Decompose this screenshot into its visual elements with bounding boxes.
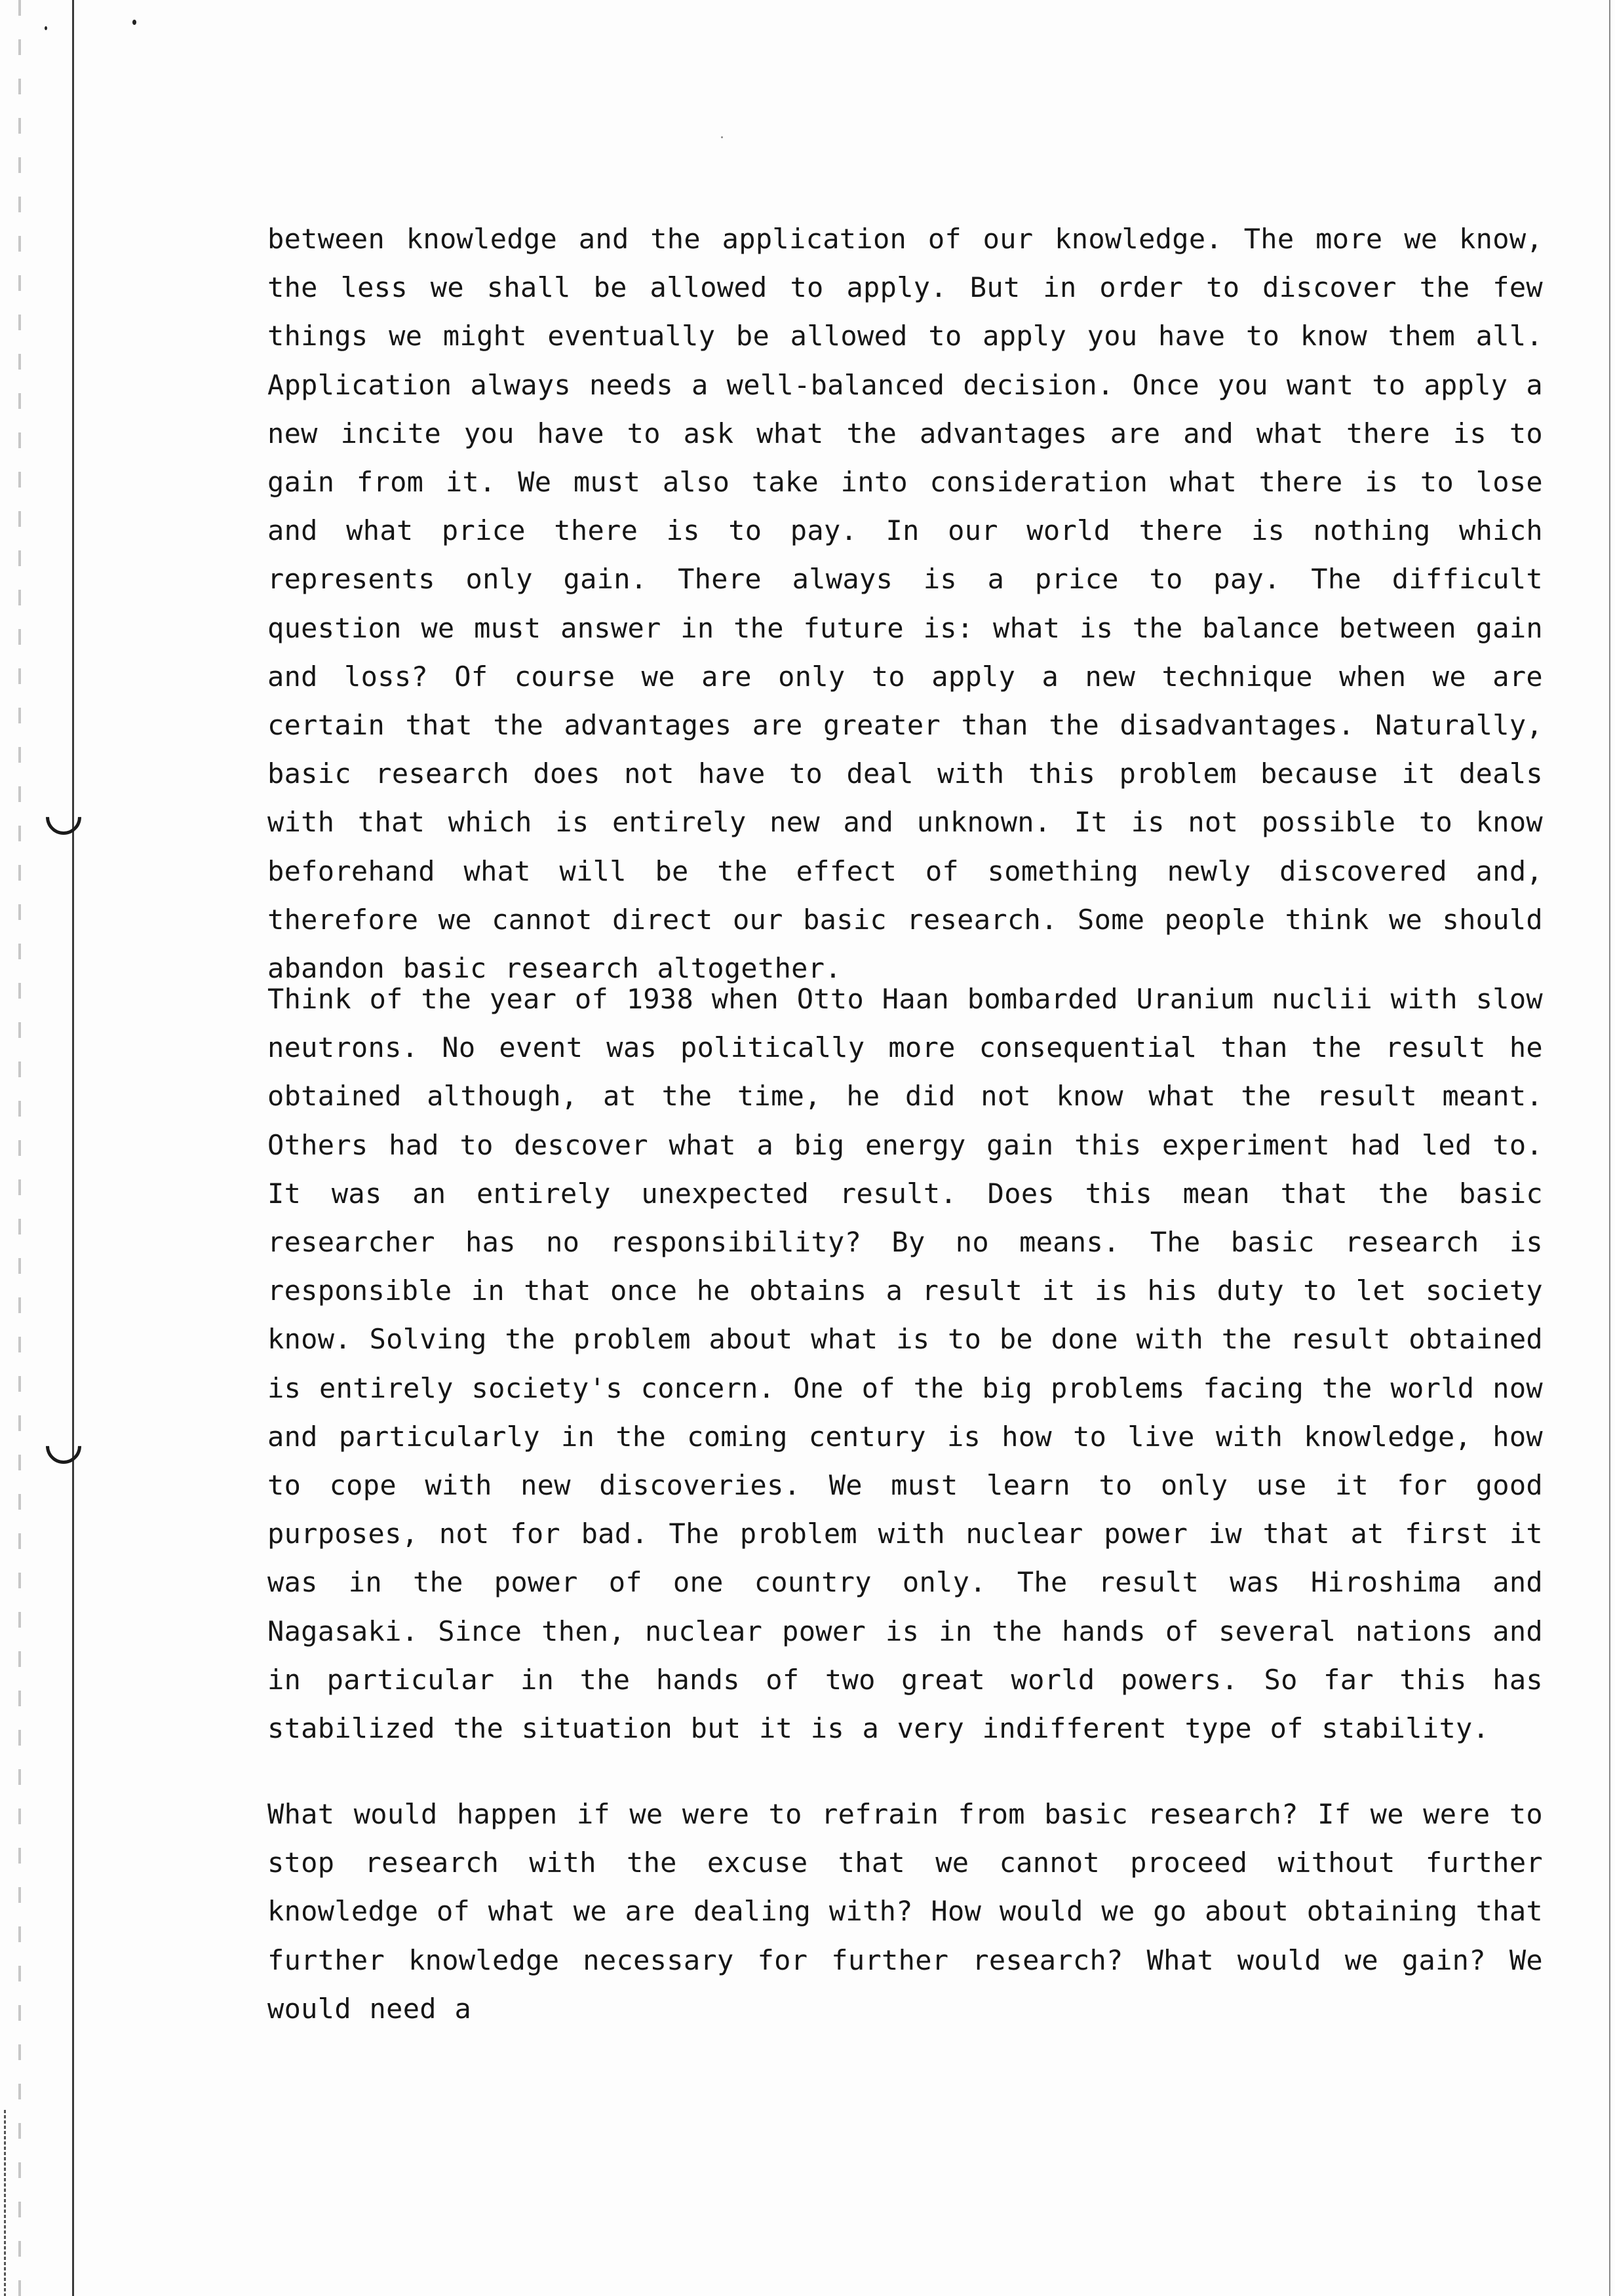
scan-dotted-edge bbox=[18, 0, 21, 2296]
scan-dotted-edge-bottom bbox=[4, 2110, 6, 2296]
scan-speck bbox=[721, 136, 723, 138]
scan-speck bbox=[132, 20, 136, 25]
left-margin-line bbox=[72, 0, 74, 2296]
right-margin-line bbox=[1609, 0, 1610, 2296]
punch-hole-mark-icon bbox=[39, 792, 88, 842]
paragraph: What would happen if we were to refrain from basic research? If we were to stop research with the excuse that we cannot proceed without further knowledge of what we are dealing with? How would we go about obtaining that further knowledge necessary for further research? What would we gain? We would need a bbox=[267, 1798, 1543, 2025]
paragraph: between knowledge and the application of our knowledge. The more we know, the less we shall be allowed to apply. But in order to discover the few things we might eventually be allowed to apply you have to know them all. Application always needs a well-balanced decision. Once you want to apply a new incite you have to ask what the advantages are and what there is to gain from it. We must also take into consideration what there is to lose and what price there is to pay. In our world there is nothing which represents only gain. There always is a price to pay. The difficult question we must answer in the future is: what is the balance between gain and loss? Of course we are only to apply a new technique when we are certain that the advantages are greater than the disadvantages. Naturally, basic research does not have to deal with this problem because it deals with that which is entirely new and unknown. It is not possible to know beforehand what will be the effect of something newly discovered and, therefore we cannot direct our basic research. Some people think we should abandon basic research altogether. bbox=[267, 223, 1543, 985]
punch-hole-mark-icon bbox=[39, 1421, 88, 1471]
paragraph: Think of the year of 1938 when Otto Haan bombarded Uranium nuclii with slow neutrons. No event was politically more consequential than the result he obtained although, at the time, he did not know what the result meant. Others had to descover what a big energy gain this experiment had led to. It was an entirely unexpected result. Does this mean that the basic researcher has no responsibility? By no means. The basic research is responsible in that once he obtains a result it is his duty to let society know. Solving the problem about what is to be done with the result obtained is entirely society's concern. One of the big problems facing the world now and particularly in the coming century is how to live with knowledge, how to cope with new discoveries. We must learn to only use it for good purposes, not for bad. The problem with nuclear power iw that at first it was in the power of one country only. The result was Hiroshima and Nagasaki. Since then, nuclear power is in the hands of several nations and in particular in the hands of two great world powers. So far this has stabilized the situation but it is a very indifferent type of stability. bbox=[267, 983, 1543, 1745]
scan-speck bbox=[45, 26, 47, 30]
